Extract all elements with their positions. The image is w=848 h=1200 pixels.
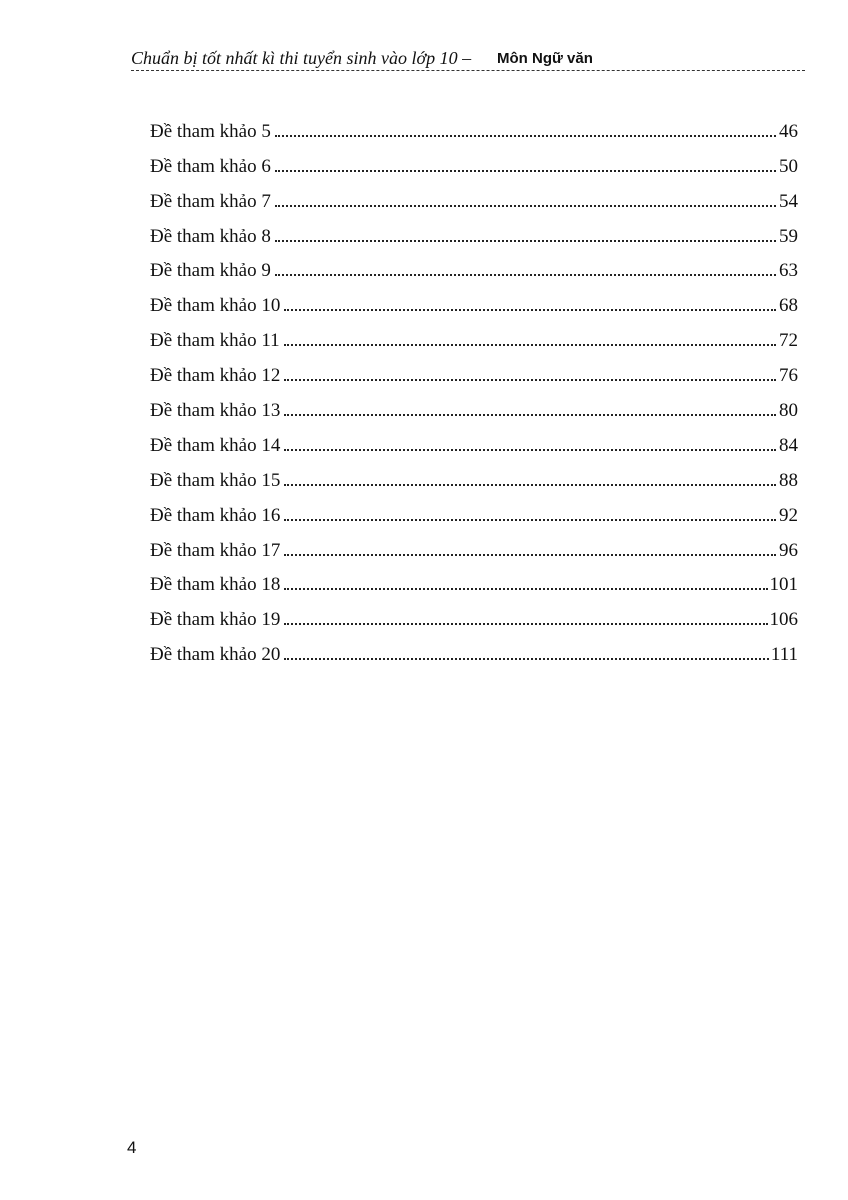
dot-leader <box>284 343 776 346</box>
toc-entry-page: 59 <box>779 225 798 247</box>
toc-entry[interactable] <box>150 631 798 666</box>
toc-entry-page: 84 <box>779 434 798 456</box>
toc-entry-label: Đề tham khảo 20 <box>150 644 281 666</box>
dot-leader <box>284 413 776 416</box>
toc-entry[interactable] <box>150 596 798 631</box>
toc-entry-label: Đề tham khảo 8 <box>150 225 271 247</box>
toc-entry-page: 101 <box>769 574 798 596</box>
toc-entry[interactable] <box>150 248 798 283</box>
dot-leader <box>275 273 776 276</box>
toc-entry-label: Đề tham khảo 16 <box>150 504 281 526</box>
toc-entry-label: Đề tham khảo 15 <box>150 469 281 491</box>
toc-entry-label: Đề tham khảo 13 <box>150 400 281 422</box>
dot-leader <box>284 448 776 451</box>
toc-entry[interactable] <box>150 352 798 387</box>
toc-entry-page: 54 <box>779 190 798 212</box>
toc-entry-label: Đề tham khảo 5 <box>150 120 271 142</box>
subject-title: Môn Ngữ văn <box>497 50 593 67</box>
dot-leader <box>284 657 769 660</box>
toc-entry-page: 111 <box>770 644 798 666</box>
table-of-contents <box>150 108 798 666</box>
dot-leader <box>275 239 776 242</box>
toc-entry[interactable] <box>150 143 798 178</box>
toc-entry-page: 68 <box>779 295 798 317</box>
running-header <box>131 44 805 71</box>
toc-entry-label: Đề tham khảo 19 <box>150 609 281 631</box>
dot-leader <box>275 134 776 137</box>
toc-entry-page: 46 <box>779 120 798 142</box>
toc-entry[interactable] <box>150 178 798 213</box>
dot-leader <box>284 483 776 486</box>
toc-entry[interactable] <box>150 387 798 422</box>
toc-entry[interactable] <box>150 317 798 352</box>
dot-leader <box>284 553 776 556</box>
toc-entry[interactable] <box>150 108 798 143</box>
toc-entry-label: Đề tham khảo 7 <box>150 190 271 212</box>
page-number: 4 <box>127 1138 137 1157</box>
toc-entry-label: Đề tham khảo 11 <box>150 330 280 352</box>
toc-entry-label: Đề tham khảo 18 <box>150 574 281 596</box>
toc-entry-label: Đề tham khảo 6 <box>150 155 271 177</box>
dot-leader <box>284 622 767 625</box>
toc-entry-label: Đề tham khảo 12 <box>150 365 281 387</box>
dot-leader <box>284 308 776 311</box>
toc-entry-label: Đề tham khảo 17 <box>150 539 281 561</box>
toc-entry-page: 96 <box>779 539 798 561</box>
toc-entry-page: 80 <box>779 400 798 422</box>
toc-entry-page: 50 <box>779 155 798 177</box>
dot-leader <box>275 169 776 172</box>
toc-entry-label: Đề tham khảo 14 <box>150 434 281 456</box>
dot-leader <box>284 378 776 381</box>
book-title: Chuẩn bị tốt nhất kì thi tuyển sinh vào lớp 10 – <box>131 48 472 68</box>
toc-entry-page: 76 <box>779 365 798 387</box>
toc-entry-page: 88 <box>779 469 798 491</box>
toc-entry-page: 92 <box>779 504 798 526</box>
toc-entry[interactable] <box>150 457 798 492</box>
dot-leader <box>284 518 776 521</box>
dot-leader <box>284 587 767 590</box>
toc-entry-label: Đề tham khảo 9 <box>150 260 271 282</box>
toc-entry[interactable] <box>150 562 798 597</box>
dot-leader <box>275 204 776 207</box>
toc-entry-page: 63 <box>779 260 798 282</box>
toc-entry[interactable] <box>150 527 798 562</box>
toc-entry-label: Đề tham khảo 10 <box>150 295 281 317</box>
toc-entry-page: 106 <box>769 609 798 631</box>
toc-entry[interactable] <box>150 422 798 457</box>
toc-entry-page: 72 <box>779 330 798 352</box>
toc-entry[interactable] <box>150 213 798 248</box>
toc-entry[interactable] <box>150 282 798 317</box>
toc-entry[interactable] <box>150 492 798 527</box>
